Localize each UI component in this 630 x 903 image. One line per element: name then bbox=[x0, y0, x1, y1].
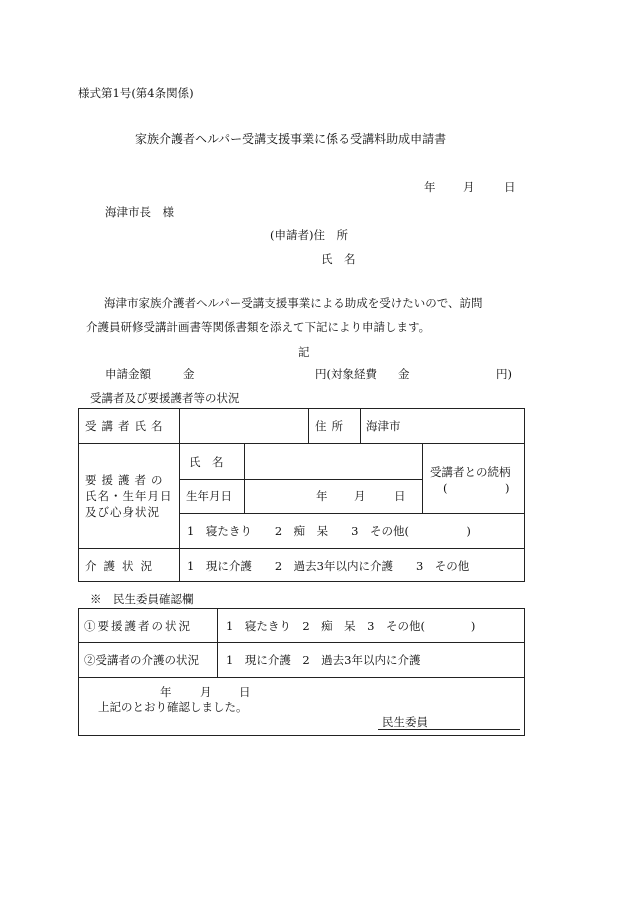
applicant-address-label: (申請者)住 所 bbox=[270, 228, 348, 242]
date-month: 月 bbox=[463, 180, 475, 194]
confirm-year: 年 bbox=[160, 685, 172, 699]
applicant-name-label: 氏 名 bbox=[321, 252, 356, 266]
care-recipient-label-3: 及び心身状況 bbox=[85, 505, 160, 519]
confirm-month: 月 bbox=[200, 685, 212, 699]
amount-kin: 金 bbox=[183, 367, 195, 381]
dob-month: 月 bbox=[354, 489, 366, 503]
confirm-day: 日 bbox=[239, 685, 251, 699]
body-line-2: 介護員研修受講計画書等関係書類を添えて下記により申請します。 bbox=[86, 320, 431, 334]
dob-day: 日 bbox=[394, 489, 406, 503]
date-year: 年 bbox=[424, 180, 436, 194]
addressee: 海津市長 様 bbox=[105, 205, 174, 219]
address-value: 海津市 bbox=[366, 419, 401, 433]
care-recipient-label-2: 氏名・生年月日 bbox=[85, 489, 173, 503]
address-label: 住所 bbox=[315, 419, 348, 433]
section-2-heading: ※ 民生委員確認欄 bbox=[90, 592, 194, 606]
form-number: 様式第1号(第4条関係) bbox=[78, 86, 194, 100]
care-recipient-label-1: 要援護者の bbox=[85, 473, 168, 487]
recipient-status-label: ①要援護者の状況 bbox=[84, 619, 192, 633]
section-1-heading: 受講者及び要援護者等の状況 bbox=[90, 391, 240, 405]
amount-label: 申請金額 bbox=[105, 367, 151, 381]
amount-kin-2: 金 bbox=[398, 367, 410, 381]
amount-yen-close: 円) bbox=[496, 367, 512, 381]
dob-label: 生年月日 bbox=[186, 489, 232, 503]
trainee-care-status-options: 1 現に介護 2 過去3年以内に介護 bbox=[226, 653, 421, 667]
trainee-care-status-label: ②受講者の介護の状況 bbox=[84, 653, 199, 667]
confirm-text: 上記のとおり確認しました。 bbox=[98, 700, 248, 714]
commissioner-label: 民生委員 bbox=[382, 715, 428, 729]
page-title: 家族介護者ヘルパー受講支援事業に係る受講料助成申請書 bbox=[135, 132, 447, 146]
relation-label: 受講者との続柄 bbox=[430, 465, 511, 479]
dob-year: 年 bbox=[316, 489, 328, 503]
body-line-1: 海津市家族介護者ヘルパー受講支援事業による助成を受けたいので、訪問 bbox=[104, 296, 483, 310]
date-day: 日 bbox=[504, 180, 516, 194]
recipient-status-options: 1 寝たきり 2 痴 呆 3 その他( ) bbox=[226, 619, 476, 633]
recipient-name-label: 氏 名 bbox=[189, 455, 224, 469]
care-status-options: 1 現に介護 2 過去3年以内に介護 3 その他 bbox=[187, 559, 470, 573]
ki-mark: 記 bbox=[298, 345, 310, 359]
trainee-name-label: 受講者氏名 bbox=[85, 419, 168, 433]
relation-paren: ( ) bbox=[443, 481, 510, 495]
amount-yen-open: 円(対象経費 bbox=[315, 367, 377, 381]
care-status-label: 介護状況 bbox=[85, 559, 159, 573]
condition-options: 1 寝たきり 2 痴 呆 3 その他( ) bbox=[187, 524, 471, 538]
signature-line bbox=[378, 729, 520, 730]
